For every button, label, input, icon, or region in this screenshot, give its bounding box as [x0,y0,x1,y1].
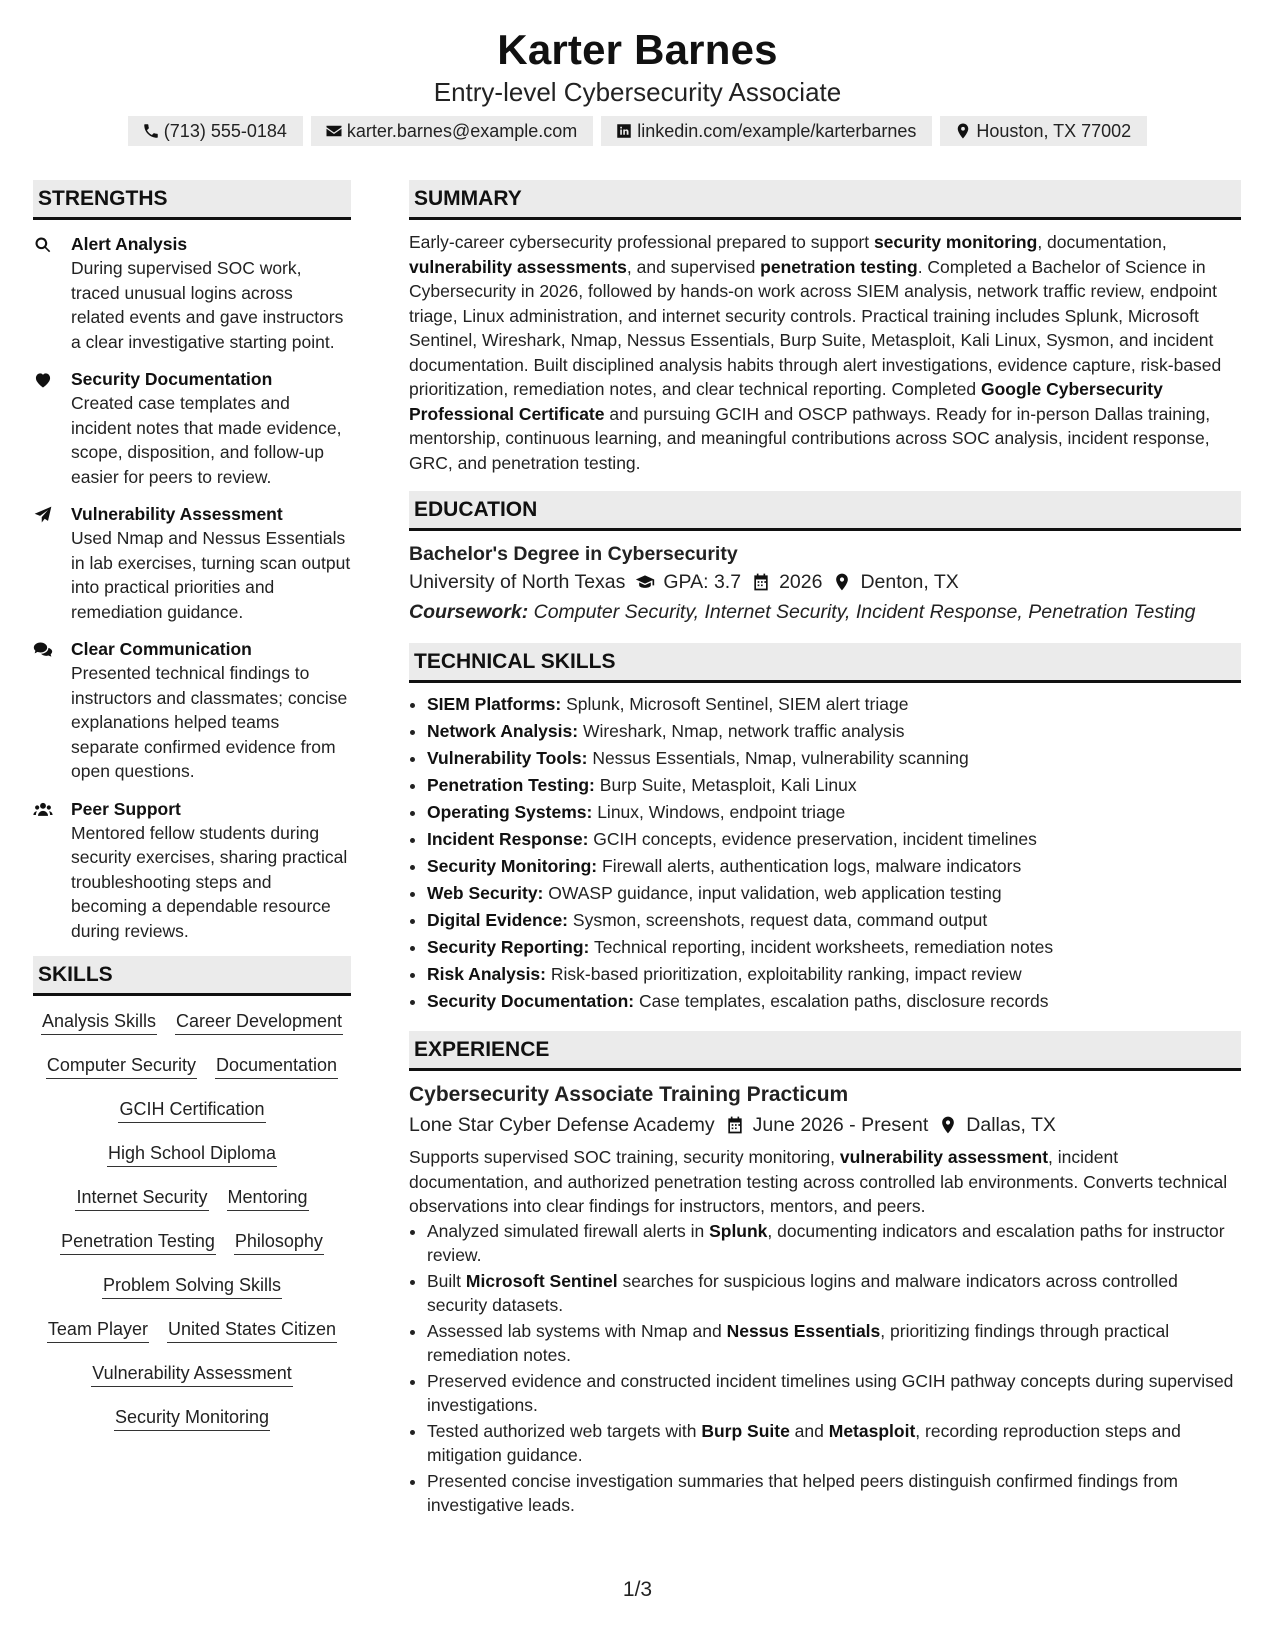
skill-tag: Security Monitoring [114,1406,270,1431]
page-number: 1/3 [622,1578,653,1601]
list-item: • Presented concise investigation summaries that helped peers distinguish confirmed findings from investigative leads. [427,1469,1241,1518]
envelope-icon [325,122,343,140]
contact-phone [128,116,303,146]
list-item: • Tested authorized web targets with Burp Suite and Metasploit, recording reproduction steps and mitigation guidance. [427,1419,1241,1468]
strength-title: Alert Analysis [71,234,188,254]
technical-skills-heading: TECHNICAL SKILLS [409,643,1241,683]
map-pin-icon [954,122,972,140]
search-icon [33,235,53,255]
list-item: • Security Monitoring: Firewall alerts, authentication logs, malware indicators [427,853,1241,880]
heart-icon [33,370,53,390]
education-heading: EDUCATION [409,491,1241,531]
skill-tag: Problem Solving Skills [102,1274,282,1299]
strength-description: During supervised SOC work, traced unusual logins across related events and gave instructors a clear investigative starting point. [71,258,344,352]
summary-heading: SUMMARY [409,180,1241,220]
skill-tag: Vulnerability Assessment [91,1362,292,1387]
linkedin-text[interactable]: linkedin.com/example/karterbarnes [637,121,917,141]
skill-tag: Philosophy [234,1230,324,1255]
list-item: • Vulnerability Tools: Nessus Essentials, Nmap, vulnerability scanning [427,745,1241,772]
skill-tag: Internet Security [75,1186,208,1211]
list-item: • Assessed lab systems with Nmap and Nessus Essentials, prioritizing findings through practical remediation notes. [427,1319,1241,1368]
list-item: • Preserved evidence and constructed incident timelines using GCIH pathway concepts during supervised investigations. [427,1369,1241,1418]
list-item: • SIEM Platforms: Splunk, Microsoft Sentinel, SIEM alert triage [427,691,1241,718]
job-location: Dallas, TX [966,1114,1056,1136]
comments-icon [33,640,53,660]
phone-icon [142,122,160,140]
strength-title: Security Documentation [71,369,273,389]
skill-tag: Career Development [175,1010,343,1035]
skill-tag: Team Player [47,1318,149,1343]
strength-item [33,367,351,489]
email-text[interactable]: karter.barnes@example.com [346,121,578,141]
list-item: • Web Security: OWASP guidance, input validation, web application testing [427,880,1241,907]
list-item: • Built Microsoft Sentinel searches for suspicious logins and malware indicators across controlled security datasets. [427,1269,1241,1318]
contact-bar [0,116,1275,146]
strength-title: Peer Support [71,798,181,819]
strength-description: Mentored fellow students during security exercises, sharing practical troubleshooting steps and becoming a dependable resource during reviews. [71,822,348,941]
skill-tag: Mentoring [227,1186,309,1211]
strength-description: Created case templates and incident notes that made evidence, scope, disposition, and follow-up easier for peers to review. [71,393,342,487]
strength-description: Presented technical findings to instructors and classmates; concise explanations helped teams separate confirmed evidence from open questions. [71,663,348,781]
strength-item [33,637,351,784]
skill-tag: High School Diploma [107,1142,277,1167]
job-meta [409,1109,1241,1141]
location-text: Houston, TX 77002 [976,121,1132,141]
resume-header [0,26,1275,146]
calendar-icon [751,572,771,592]
degree-title: Bachelor's Degree in Cybersecurity [409,543,738,565]
strength-item [33,502,351,624]
list-item: • Digital Evidence: Sysmon, screenshots, request data, command output [427,907,1241,934]
candidate-title: Entry-level Cybersecurity Associate [433,77,842,107]
school-name: University of North Texas [409,571,626,593]
strength-description: Used Nmap and Nessus Essentials in lab exercises, turning scan output into practical priorities and remediation guidance. [71,528,351,622]
gpa-text: GPA: 3.7 [663,571,742,593]
contact-email[interactable] [311,116,593,146]
skill-tag: Documentation [215,1054,338,1079]
linkedin-icon [615,122,633,140]
job-bullets [409,1219,1241,1518]
skills-section [33,956,351,1431]
graduation-cap-icon [635,572,655,592]
map-pin-icon [832,572,852,592]
education-meta [409,567,1241,597]
list-item: • Security Documentation: Case templates, escalation paths, disclosure records [427,988,1241,1015]
list-item: • Analyzed simulated firewall alerts in Splunk, documenting indicators and escalation paths for instructor review. [427,1219,1241,1268]
skill-tag: GCIH Certification [118,1098,265,1123]
graduation-year: 2026 [779,571,823,593]
contact-location [940,116,1147,146]
paper-plane-icon [33,505,53,525]
strengths-list [33,232,351,943]
left-column [33,180,351,1450]
list-item: • Security Reporting: Technical reporting, incident worksheets, remediation notes [427,934,1241,961]
list-item: • Penetration Testing: Burp Suite, Metasploit, Kali Linux [427,772,1241,799]
experience-heading: EXPERIENCE [409,1031,1241,1071]
list-item: • Network Analysis: Wireshark, Nmap, network traffic analysis [427,718,1241,745]
summary-text: Early-career cybersecurity professional prepared to support security monitoring, documentation, vulnerability assessments, and supervised penetration testing. Completed a Bachelor of Science in Cybersecurity in 2026, followed by hands-on work across SIEM analysis, network traffic review, endpoint triage, Linux administration, and internet security controls. Practical training includes Splunk, Microsoft Sentinel, Wireshark, Nmap, Nessus Essentials, Burp Suite, Metasploit, Kali Linux, Sysmon, and incident documentation. Built disciplined analysis habits through alert investigations, evidence capture, risk-based prioritization, remediation notes, and clear technical reporting. Completed Google Cybersecurity Professional Certificate and pursuing GCIH and OSCP pathways. Ready for in-person Dallas training, mentorship, continuous learning, and meaningful contributions across SOC analysis, incident response, GRC, and penetration testing. [409,232,1222,473]
skill-tag: Penetration Testing [60,1230,216,1255]
strength-title: Clear Communication [71,639,252,659]
job-intro: Supports supervised SOC training, security monitoring, vulnerability assessment, incident documentation, and authorized penetration testing across controlled lab environments. Converts technical observations into clear findings for instructors, mentors, and peers. [409,1147,1228,1216]
calendar-icon [725,1115,745,1135]
strength-title: Vulnerability Assessment [71,504,283,524]
list-item: • Risk Analysis: Risk-based prioritization, exploitability ranking, impact review [427,961,1241,988]
list-item: • Incident Response: GCIH concepts, evidence preservation, incident timelines [427,826,1241,853]
coursework: Coursework: Computer Security, Internet Security, Incident Response, Penetration Testing [409,601,1196,623]
company-name: Lone Star Cyber Defense Academy [409,1114,715,1136]
map-pin-icon [938,1115,958,1135]
skills-tags [33,1010,351,1431]
strengths-heading: STRENGTHS [33,180,351,220]
school-location: Denton, TX [860,571,959,593]
technical-skills-list [409,691,1241,1015]
strength-item [33,232,351,354]
skills-heading: SKILLS [33,956,351,996]
users-icon [33,800,53,820]
job-dates: June 2026 - Present [752,1114,929,1136]
list-item: • Operating Systems: Linux, Windows, endpoint triage [427,799,1241,826]
right-column [409,180,1241,1519]
strength-item [33,797,351,944]
skill-tag: United States Citizen [167,1318,337,1343]
contact-linkedin[interactable] [601,116,932,146]
skill-tag: Computer Security [46,1054,197,1079]
skill-tag: Analysis Skills [41,1010,157,1035]
phone-text: (713) 555-0184 [163,121,287,141]
job-title: Cybersecurity Associate Training Practicum [409,1083,849,1106]
candidate-name: Karter Barnes [497,26,778,73]
